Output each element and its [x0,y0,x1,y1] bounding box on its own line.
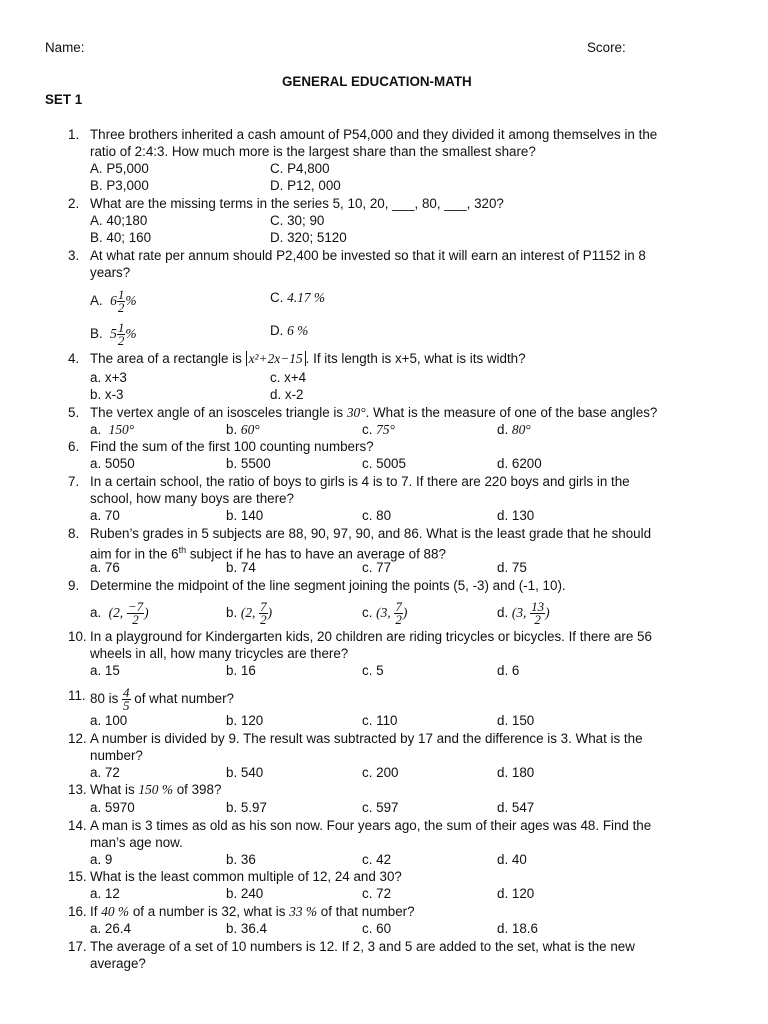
choice-b: b. 36 [226,852,256,867]
choice-a [90,289,136,314]
choice-value: 4.17 % [287,290,326,305]
choice-letter: c. [362,422,373,437]
expression: x²+2x−15 [248,351,303,366]
question-number: 7. [68,474,80,489]
choice-b: b. 240 [226,886,264,901]
question-text: man’s age now. [90,835,183,850]
choice-c [362,421,395,438]
question-number: 5. [68,405,80,420]
whole-number: 6 [110,293,117,309]
set-label: SET 1 [45,92,83,107]
choice-d: d. 18.6 [497,921,538,936]
choice-a: a. 26.4 [90,921,131,936]
choice-letter: a. [90,605,102,621]
choice-value: 60° [240,422,260,437]
denominator: 2 [132,612,139,627]
question-text: At what rate per annum should P2,400 be invested so that it will earn an interest of P1152 in 8 [90,248,646,263]
question-text-part: The vertex angle of an isosceles triangle is [90,405,344,420]
numerator: 1 [117,287,125,302]
ordinal-suffix: th [178,545,187,555]
choice-d: D. P12, 000 [270,178,341,193]
question-text [90,781,221,798]
question-text: Ruben’s grades in 5 subjects are 88, 90, 97, 90, and 86. What is the least grade that he should [90,526,652,541]
fraction [122,687,131,712]
choice-letter: c. [362,605,373,621]
question-number: 11. [68,688,86,703]
question-text: What is the least common multiple of 12, 24 and 30? [90,869,402,884]
question-text-part: of what number? [134,691,235,707]
choice-d: d. 6 [497,663,520,678]
percent-sign: % [125,293,137,309]
question-number: 1. [68,127,80,142]
denominator: 2 [534,612,541,627]
coordinate-close: ) [267,605,273,621]
choice-b: b. 5500 [226,456,271,471]
question-number: 10. [68,629,87,644]
choice-c: c. 60 [362,921,392,936]
question-text [90,404,657,421]
choice-b: b. 5.97 [226,800,267,815]
choice-b: b. 16 [226,663,256,678]
choice-c: c. 110 [362,713,398,728]
numerator: 1 [117,320,125,335]
question-text: Three brothers inherited a cash amount of P54,000 and they divided it among themselves in the [90,127,658,142]
choice-d: d. 120 [497,886,535,901]
choice-b: b. 74 [226,560,256,575]
choice-a: a. 5970 [90,800,135,815]
choice-c: c. 200 [362,765,399,780]
question-text: In a certain school, the ratio of boys to girls is 4 is to 7. If there are 220 boys and girls in the [90,474,630,489]
choice-c: c. 42 [362,852,392,867]
question-text-part: of that number? [320,904,415,919]
choice-d: d. 40 [497,852,527,867]
choice-value: 150° [108,422,135,437]
question-text [90,350,526,367]
choice-c: c. 80 [362,508,392,523]
choice-d: d. 180 [497,765,535,780]
choice-a: a. 72 [90,765,120,780]
choice-d: d. 75 [497,560,527,575]
coordinate-open: (2, [240,605,256,621]
question-text: school, how many boys are there? [90,491,294,506]
choice-c: c. 72 [362,886,392,901]
choice-b: b. 36.4 [226,921,267,936]
percent-value: 33 % [289,904,318,919]
choice-a: a. 5050 [90,456,135,471]
question-text: In a playground for Kindergarten kids, 20 children are riding tricycles or bicycles. If there are 56 [90,629,652,644]
question-text: wheels in all, how many tricycles are there? [90,646,349,661]
choice-a [90,421,134,438]
question-text-part: . What is the measure of one of the base angles? [365,405,658,420]
choice-d: d. 6200 [497,456,542,471]
choice-a: a. 70 [90,508,120,523]
choice-b [226,601,272,626]
coordinate-open: (2, [108,605,124,621]
question-text-part: If [90,904,98,919]
question-text: number? [90,748,143,763]
question-text: Find the sum of the first 100 counting numbers? [90,439,374,454]
coordinate-open: (3, [511,605,527,621]
choice-a: a. x+3 [90,370,127,385]
numerator: −7 [127,599,144,614]
question-text-part: . If its length is x+5, what is its width? [305,351,526,366]
fraction [127,601,144,626]
question-text [90,687,234,712]
choice-a: a. 9 [90,852,113,867]
choice-letter: D. [270,323,284,338]
choice-letter: B. [90,326,103,342]
choice-a: a. 76 [90,560,120,575]
percent-sign: % [125,326,137,342]
question-text-part: The area of a rectangle is [90,351,242,366]
score-label: Score: [587,40,626,55]
question-text: A man is 3 times as old as his son now. Four years ago, the sum of their ages was 48. Find the [90,818,652,833]
fraction [530,601,545,626]
denominator: 2 [117,333,125,348]
choice-d [270,322,308,339]
denominator: 2 [260,612,267,627]
question-text-part: of a number is 32, what is [132,904,286,919]
math-expression [246,351,306,366]
choice-d [497,601,550,626]
question-text-part: What is [90,782,135,797]
question-text-part: aim for in the 6 [90,546,179,562]
choice-c: C. 30; 90 [270,213,325,228]
numerator: 7 [260,599,267,614]
choice-d: d. 150 [497,713,535,728]
choice-b [226,421,260,438]
choice-value: 6 % [287,323,309,338]
choice-a: a. 12 [90,886,120,901]
choice-d: d. 130 [497,508,535,523]
choice-d: d. x-2 [270,387,304,402]
choice-c: c. 597 [362,800,399,815]
choice-b: b. 540 [226,765,264,780]
choice-a: a. 100 [90,713,128,728]
question-text-part: 80 is [90,691,119,707]
choice-letter: A. [90,293,103,309]
question-text: What are the missing terms in the series 5, 10, 20, ___, 80, ___, 320? [90,196,504,211]
choice-c: c. 77 [362,560,392,575]
question-number: 14. [68,818,87,833]
question-text-part: of 398? [176,782,222,797]
fraction [259,601,268,626]
question-number: 15. [68,869,87,884]
choice-b [90,322,136,347]
choice-value: 75° [376,422,395,437]
whole-number: 5 [110,326,117,342]
question-number: 17. [68,939,87,954]
coordinate-close: ) [402,605,408,621]
denominator: 5 [123,698,130,713]
page-title: GENERAL EDUCATION-MATH [282,74,472,89]
choice-d: d. 547 [497,800,535,815]
percent-value: 40 % [101,904,130,919]
question-number: 8. [68,526,80,541]
coordinate-close: ) [144,605,149,621]
numerator: 4 [123,685,130,700]
choice-b: B. P3,000 [90,178,149,193]
question-text [90,542,446,562]
question-number: 2. [68,196,80,211]
choice-a: a. 15 [90,663,120,678]
fraction [394,601,403,626]
angle-value: 30° [346,405,366,420]
choice-a [90,601,149,626]
coordinate-close: ) [545,605,550,621]
numerator: 7 [395,599,402,614]
choice-c: c. 5 [362,663,384,678]
numerator: 13 [531,599,545,614]
choice-b: b. 140 [226,508,264,523]
question-number: 6. [68,439,80,454]
choice-letter: d. [497,422,509,437]
choice-c [362,601,407,626]
question-text [90,903,415,920]
choice-a: A. 40;180 [90,213,148,228]
choice-c: c. x+4 [270,370,307,385]
choice-letter: b. [226,605,238,621]
question-text: ratio of 2:4:3. How much more is the largest share than the smallest share? [90,144,536,159]
question-number: 16. [68,904,87,919]
denominator: 2 [395,612,402,627]
question-number: 12. [68,731,87,746]
question-number: 3. [68,248,80,263]
question-text: The average of a set of 10 numbers is 12. If 2, 3 and 5 are added to the set, what is the new [90,939,635,954]
choice-a: A. P5,000 [90,161,149,176]
question-text-part: subject if he has to have an average of 88? [186,546,446,562]
choice-b: B. 40; 160 [90,230,152,245]
question-text: average? [90,956,146,971]
choice-letter: d. [497,605,509,621]
choice-letter: C. [270,290,284,305]
question-number: 9. [68,578,80,593]
choice-c: c. 5005 [362,456,406,471]
choice-d: D. 320; 5120 [270,230,347,245]
name-label: Name: [45,40,85,55]
question-text: A number is divided by 9. The result was subtracted by 17 and the difference is 3. What is the [90,731,643,746]
denominator: 2 [117,300,125,315]
question-text: years? [90,265,131,280]
coordinate-open: (3, [376,605,391,621]
choice-value: 80° [511,422,531,437]
choice-d [497,421,531,438]
percent-value: 150 % [138,782,173,797]
question-number: 4. [68,351,80,366]
question-number: 13. [68,782,87,797]
choice-letter: a. [90,422,102,437]
choice-b: b. 120 [226,713,264,728]
choice-letter: b. [226,422,238,437]
choice-b: b. x-3 [90,387,124,402]
choice-c: C. P4,800 [270,161,330,176]
choice-c [270,289,325,306]
question-text: Determine the midpoint of the line segment joining the points (5, -3) and (-1, 10). [90,578,566,593]
